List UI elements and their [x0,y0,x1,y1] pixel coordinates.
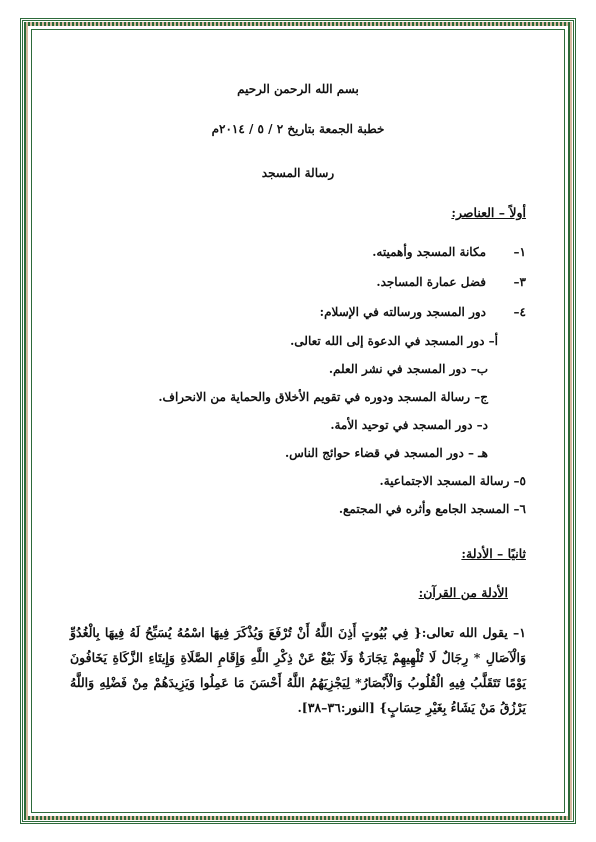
list-item-number: ٤– [513,305,526,319]
section2-subheading: الأدلة من القرآن: [418,585,508,600]
list-item [372,245,526,259]
section1-heading: أولاً – العناصر: [451,205,526,220]
list-item-text: دور المسجد ورسالته في الإسلام: [319,305,486,319]
basmala: بسم الله الرحمن الرحيم [237,82,359,96]
section2-heading: ثانيًا – الأدلة: [461,546,526,561]
sub-item: ج– رسالة المسجد ودوره في تقويم الأخلاق والحماية من الانحراف. [158,390,488,404]
quran-verse: ١– يقول الله تعالى:{ فِي بُيُوتٍ أَذِنَ اللَّهُ أَنْ تُرْفَعَ وَيُذْكَرَ فِيهَا اسْمُهُ يُسَبِّحُ لَهُ فِيهَا بِالْغُدُوِّ وَالْآصَالِ * رِجَالٌ لَا تُلْهِيهِمْ تِجَارَةٌ وَلَا بَيْعٌ عَنْ ذِكْرِ اللَّهِ وَإِقَامِ الصَّلَاةِ وَإِيتَاءِ الزَّكَاةِ يَخَافُونَ يَوْمًا تَتَقَلَّبُ فِيهِ الْقُلُوبُ وَالْأَبْصَارُ* لِيَجْزِيَهُمُ اللَّهُ أَحْسَنَ مَا عَمِلُوا وَيَزِيدَهُمْ مِنْ فَضْلِهِ وَاللَّهُ يَرْزُقُ مَنْ يَشَاءُ بِغَيْرِ حِسَابٍ} [النور:٣٦–٣٨]. [70,625,526,715]
list-item-text: فضل عمارة المساجد. [376,275,486,289]
list-item: ٥– رسالة المسجد الاجتماعية. [379,474,526,488]
list-item-number: ٣– [513,275,526,289]
sub-item: هـ – دور المسجد في قضاء حوائج الناس. [284,446,488,460]
list-item [376,275,526,289]
list-item: ٦– المسجد الجامع وأثره في المجتمع. [338,502,526,516]
sermon-title: خطبة الجمعة بتاريخ ٢ / ٥ / ٢٠١٤م [211,122,385,136]
sub-item: د– دور المسجد في توحيد الأمة. [330,418,488,432]
topic-title: رسالة المسجد [261,166,335,180]
list-item-text: مكانة المسجد وأهميته. [372,245,486,259]
document-body [70,70,526,790]
sub-item: أ– دور المسجد في الدعوة إلى الله تعالى. [290,334,498,348]
list-item-number: ١– [513,245,526,259]
list-item [320,305,526,319]
sub-item: ب– دور المسجد في نشر العلم. [328,362,488,376]
